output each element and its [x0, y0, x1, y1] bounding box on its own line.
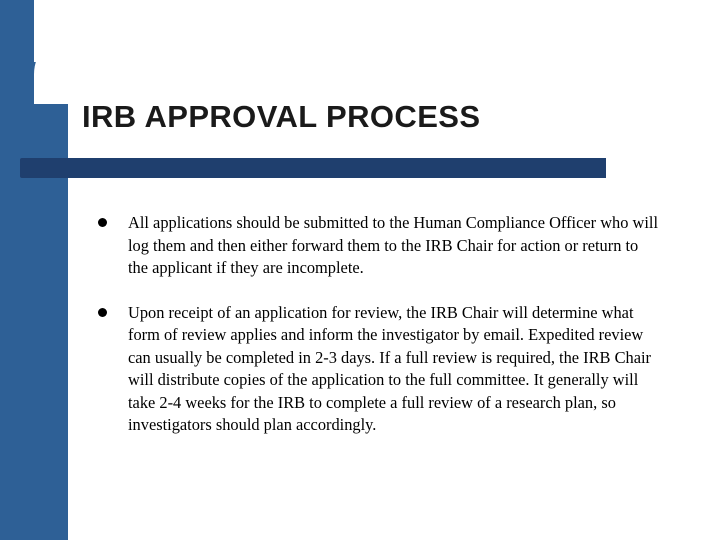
page-title: IRB APPROVAL PROCESS	[82, 99, 481, 134]
bullet-dot-icon	[98, 218, 107, 227]
title-underline-bar	[20, 158, 606, 178]
slide-body	[98, 212, 662, 459]
list-item-text: All applications should be submitted to the Human Compliance Officer who will log them and then either forward them to the IRB Chair for action or return to the applicant if they are incomplete.	[128, 213, 659, 277]
list-item	[98, 212, 662, 280]
bullet-dot-icon	[98, 308, 107, 317]
list-item	[98, 302, 662, 437]
list-item-text: Upon receipt of an application for review, the IRB Chair will determine what form of review applies and inform the investigator by email. Expedited review can usually be completed in 2-3 days. If a full review is required, the IRB Chair will distribute copies of the application to the full committee. It generally will take 2-4 weeks for the IRB to complete a full review of a research plan, so investigators should plan accordingly.	[128, 302, 651, 434]
